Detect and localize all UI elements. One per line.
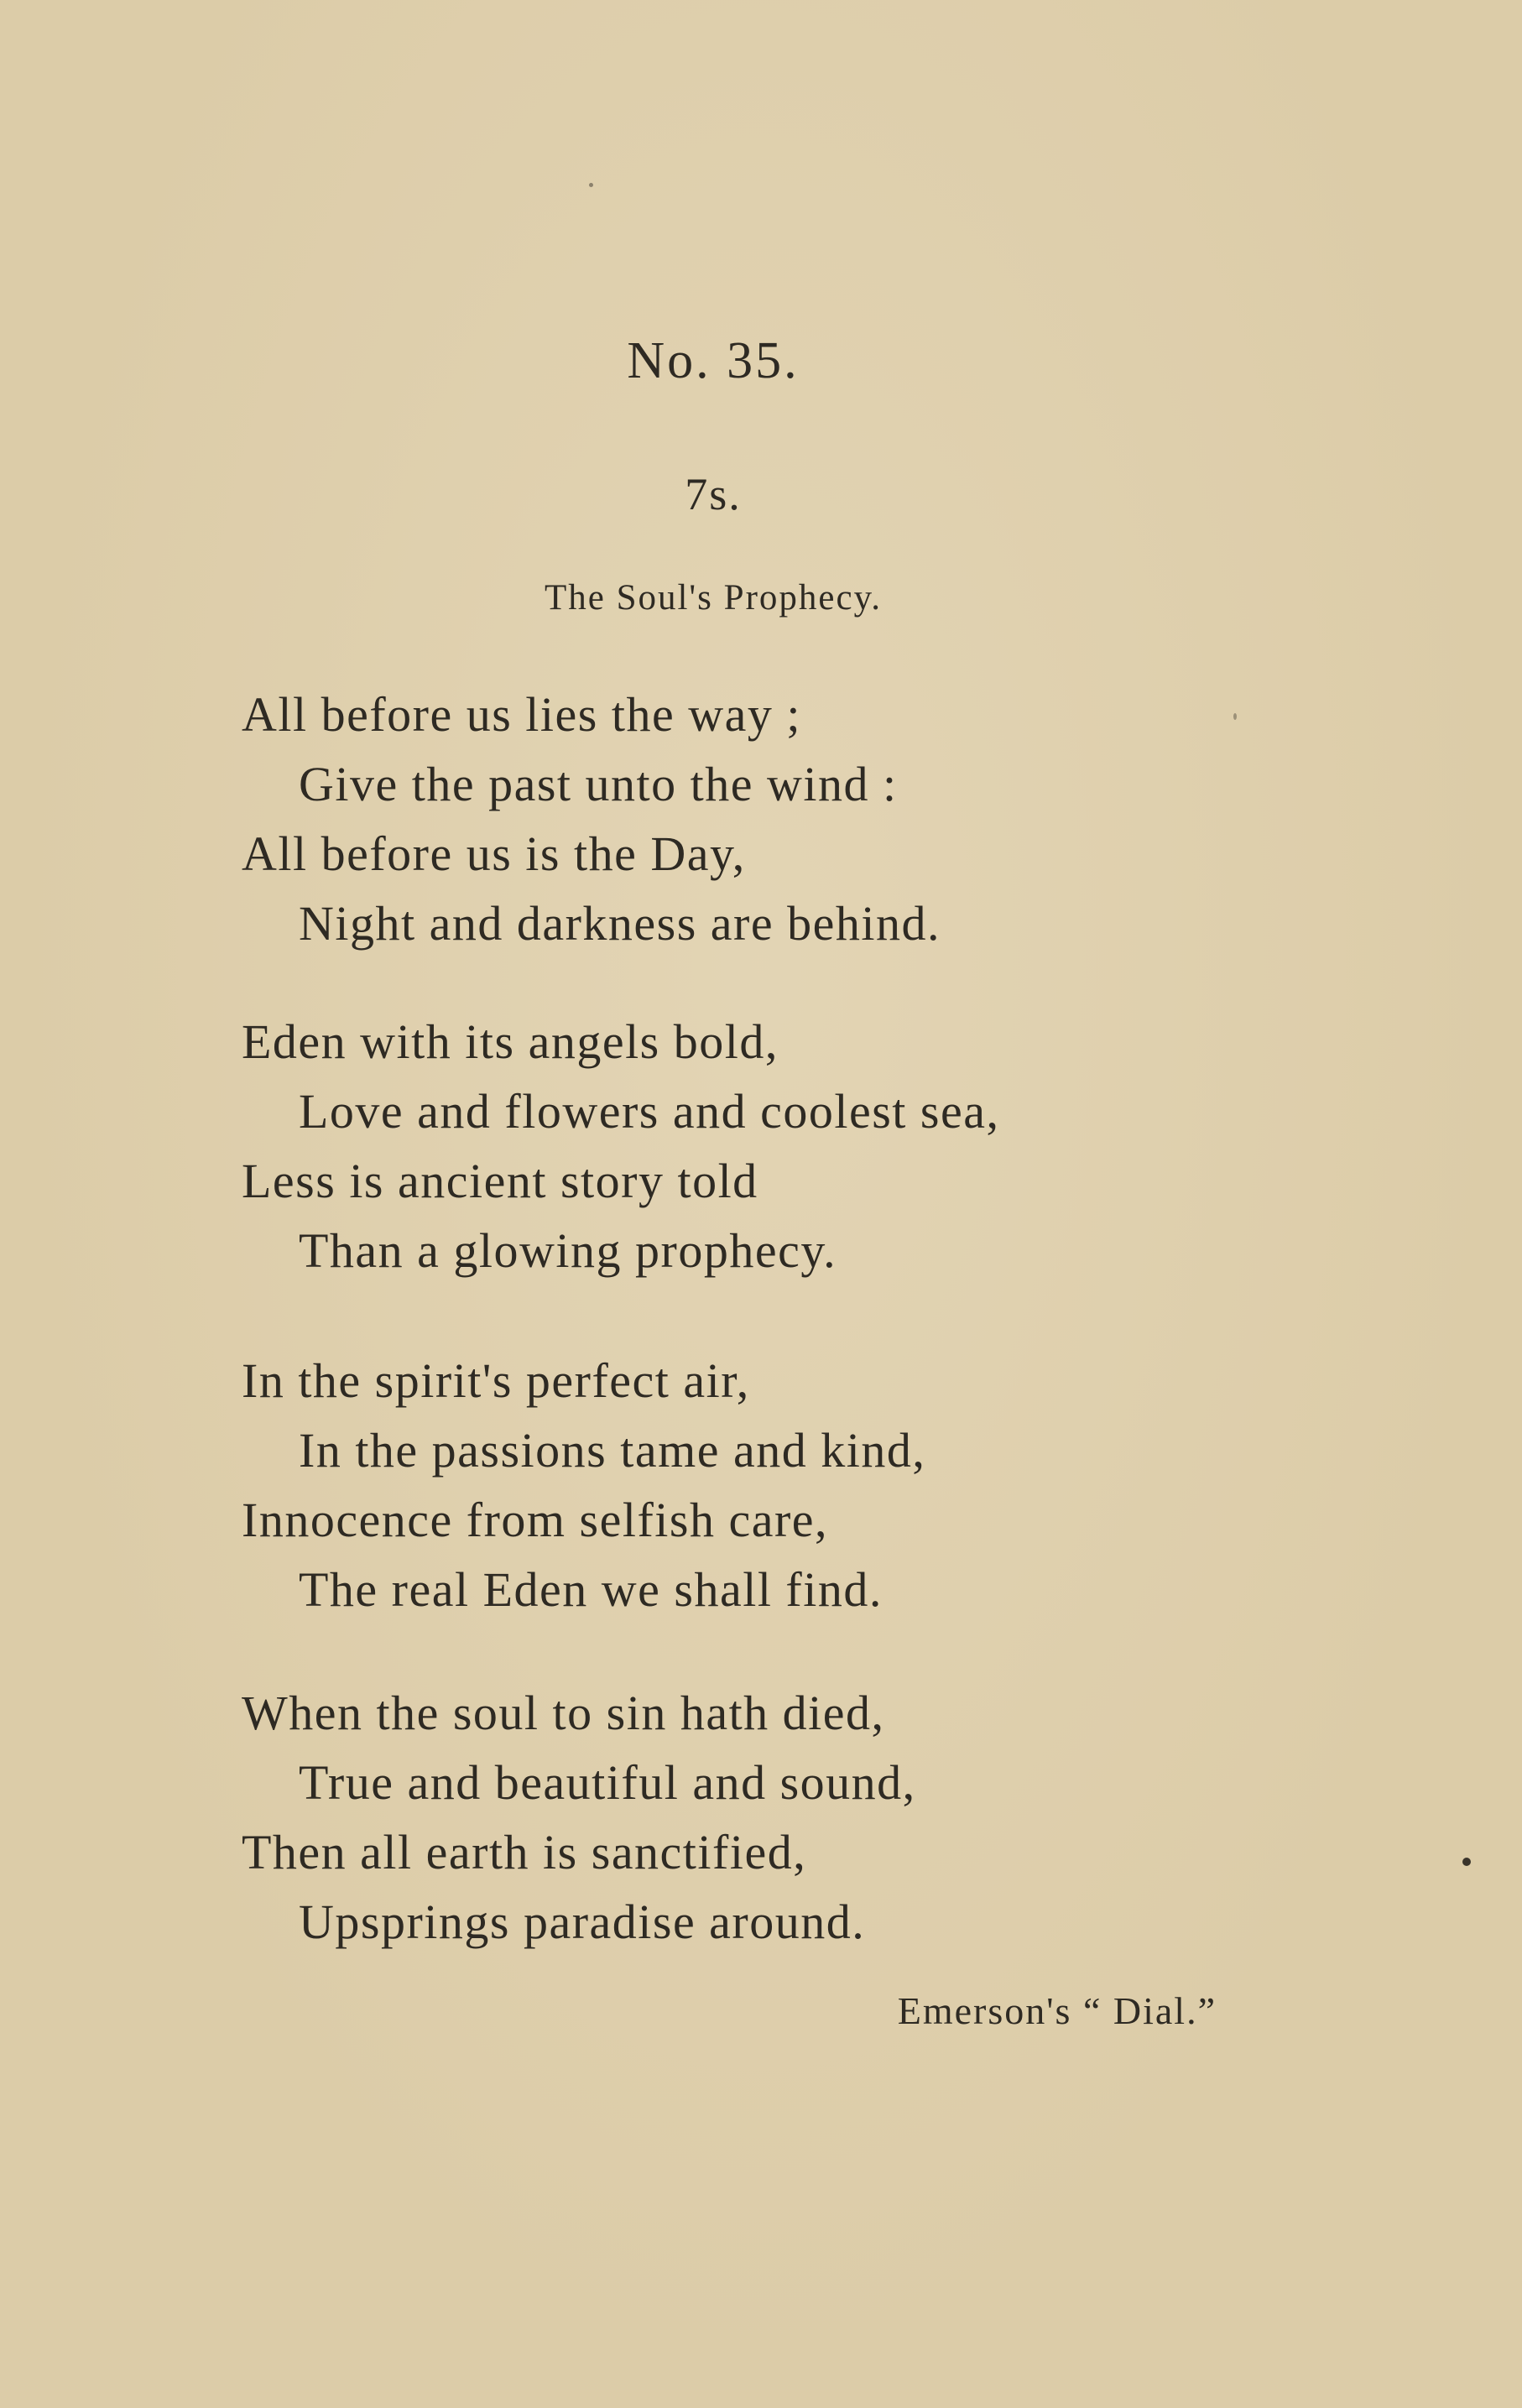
poem-line: Give the past unto the wind : bbox=[299, 757, 898, 811]
poem-line: True and beautiful and sound, bbox=[299, 1755, 916, 1810]
hymn-meter: 7s. bbox=[685, 469, 742, 519]
poem-line: In the spirit's perfect air, bbox=[242, 1353, 750, 1408]
poem-line: Than a glowing prophecy. bbox=[299, 1223, 837, 1278]
paper-speck bbox=[1462, 1858, 1471, 1866]
paper-speck bbox=[1233, 713, 1237, 720]
poem-line: All before us is the Day, bbox=[242, 826, 746, 881]
poem-line: Love and flowers and coolest sea, bbox=[299, 1084, 1000, 1139]
poem-line: Less is ancient story told bbox=[242, 1154, 758, 1208]
poem-line: The real Eden we shall find. bbox=[299, 1562, 883, 1617]
poem-line: In the passions tame and kind, bbox=[299, 1423, 926, 1478]
poem-line: All before us lies the way ; bbox=[242, 687, 801, 742]
poem-line: Upsprings paradise around. bbox=[299, 1895, 866, 1949]
poem-line: Then all earth is sanctified, bbox=[242, 1825, 807, 1879]
poem-line: When the soul to sin hath died, bbox=[242, 1686, 885, 1740]
stanza-3 bbox=[242, 1346, 1332, 1624]
stanza-2 bbox=[242, 1007, 1332, 1285]
poem-line: Innocence from selfish care, bbox=[242, 1493, 829, 1547]
poem-line: Eden with its angels bold, bbox=[242, 1014, 779, 1069]
attribution: Emerson's “ Dial.” bbox=[897, 1989, 1217, 2032]
hymn-number: No. 35. bbox=[627, 332, 800, 389]
paper-speck bbox=[589, 183, 593, 187]
hymn-title: The Soul's Prophecy. bbox=[544, 578, 883, 618]
stanza-1 bbox=[242, 680, 1332, 958]
stanza-4 bbox=[242, 1678, 1332, 1957]
poem-line: Night and darkness are behind. bbox=[299, 896, 941, 951]
